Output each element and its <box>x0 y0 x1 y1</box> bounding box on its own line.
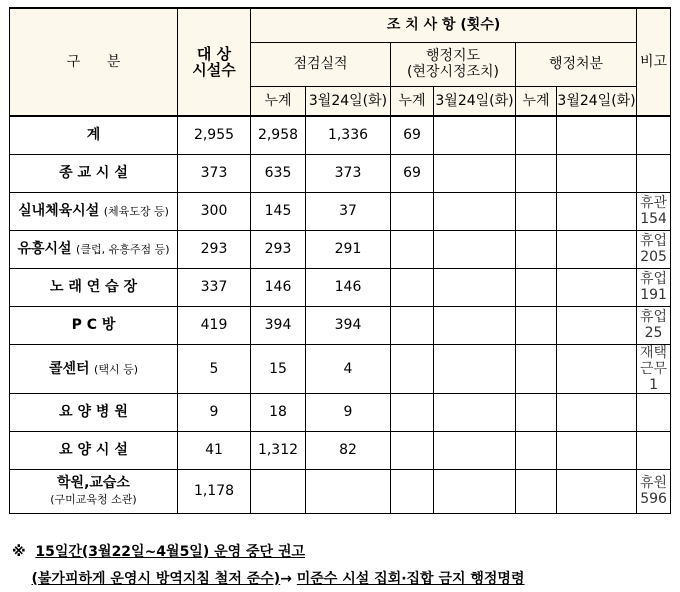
header-inspection-date: 3월24일(화) <box>306 86 391 116</box>
cell-insp-cum: 15 <box>251 344 306 393</box>
cell-guide-day <box>434 154 516 192</box>
cell-guide-cum <box>391 393 434 431</box>
cell-facilities: 419 <box>178 306 251 344</box>
row-category: 계 <box>10 116 178 154</box>
footer-line-1: ※ 15일간(3월22일~4월5일) 운영 중단 권고 <box>12 544 306 560</box>
cell-disp-day <box>557 116 637 154</box>
cell-guide-cum: 69 <box>391 116 434 154</box>
cell-disp-day <box>557 431 637 469</box>
header-disposition-cumulative: 누계 <box>516 86 557 116</box>
cell-guide-cum <box>391 469 434 513</box>
cell-guide-cum <box>391 344 434 393</box>
header-category: 구 분 <box>10 8 178 116</box>
header-remarks: 비고 <box>637 8 671 116</box>
cell-insp-day: 4 <box>306 344 391 393</box>
cell-insp-cum <box>251 469 306 513</box>
table-row <box>10 192 671 230</box>
cell-disp-day <box>557 154 637 192</box>
cell-disp-day <box>557 230 637 268</box>
cell-facilities: 337 <box>178 268 251 306</box>
cell-insp-cum: 394 <box>251 306 306 344</box>
cell-remark: 재택 근무 1 <box>637 344 671 393</box>
cell-insp-cum: 293 <box>251 230 306 268</box>
cell-insp-cum: 2,958 <box>251 116 306 154</box>
header-inspection: 점검실적 <box>251 42 391 86</box>
cell-disp-cum <box>516 306 557 344</box>
cell-disp-day <box>557 393 637 431</box>
cell-remark <box>637 154 671 192</box>
cell-guide-day <box>434 230 516 268</box>
cell-disp-cum <box>516 431 557 469</box>
cell-remark: 휴원 596 <box>637 469 671 513</box>
table-row <box>10 116 671 154</box>
cell-facilities: 41 <box>178 431 251 469</box>
header-guidance-date: 3월24일(화) <box>434 86 516 116</box>
cell-disp-cum <box>516 116 557 154</box>
cell-disp-cum <box>516 154 557 192</box>
cell-disp-cum <box>516 230 557 268</box>
table-row <box>10 230 671 268</box>
header-actions: 조 치 사 항 (횟수) <box>251 8 637 42</box>
cell-remark <box>637 116 671 154</box>
table-row <box>10 306 671 344</box>
table-row <box>10 344 671 393</box>
cell-insp-day <box>306 469 391 513</box>
cell-insp-day: 291 <box>306 230 391 268</box>
cell-guide-day <box>434 469 516 513</box>
cell-insp-day: 9 <box>306 393 391 431</box>
cell-disp-cum <box>516 192 557 230</box>
cell-guide-cum <box>391 306 434 344</box>
cell-guide-day <box>434 192 516 230</box>
cell-remark: 휴업 25 <box>637 306 671 344</box>
row-category: 실내체육시설 (체육도장 등) <box>10 192 178 230</box>
table-row <box>10 268 671 306</box>
header-guidance-cumulative: 누계 <box>391 86 434 116</box>
cell-disp-cum <box>516 344 557 393</box>
cell-facilities: 1,178 <box>178 469 251 513</box>
inspection-status-table <box>9 7 671 514</box>
cell-insp-cum: 635 <box>251 154 306 192</box>
row-category: 콜센터 (택시 등) <box>10 344 178 393</box>
cell-facilities: 5 <box>178 344 251 393</box>
cell-insp-day: 37 <box>306 192 391 230</box>
cell-guide-cum <box>391 268 434 306</box>
header-inspection-cumulative: 누계 <box>251 86 306 116</box>
cell-disp-cum <box>516 469 557 513</box>
cell-guide-cum <box>391 192 434 230</box>
cell-disp-day <box>557 192 637 230</box>
cell-guide-cum <box>391 230 434 268</box>
cell-guide-day <box>434 344 516 393</box>
table-row <box>10 469 671 513</box>
cell-insp-cum: 1,312 <box>251 431 306 469</box>
row-category: 학원,교습소 (구미교육청 소관) <box>10 469 178 513</box>
cell-disp-cum <box>516 393 557 431</box>
cell-facilities: 373 <box>178 154 251 192</box>
header-guidance: 행정지도 (현장시정조치) <box>391 42 516 86</box>
cell-insp-day: 394 <box>306 306 391 344</box>
cell-guide-day <box>434 393 516 431</box>
header-facilities: 대 상 시설수 <box>178 8 251 116</box>
cell-insp-cum: 145 <box>251 192 306 230</box>
cell-insp-day: 1,336 <box>306 116 391 154</box>
table-row <box>10 393 671 431</box>
table-row <box>10 154 671 192</box>
row-category: 요 양 시 설 <box>10 431 178 469</box>
cell-guide-day <box>434 116 516 154</box>
cell-remark <box>637 393 671 431</box>
row-category: 종 교 시 설 <box>10 154 178 192</box>
cell-insp-day: 373 <box>306 154 391 192</box>
cell-disp-cum <box>516 268 557 306</box>
row-category: 요 양 병 원 <box>10 393 178 431</box>
cell-guide-day <box>434 268 516 306</box>
cell-remark: 휴업 191 <box>637 268 671 306</box>
cell-facilities: 9 <box>178 393 251 431</box>
cell-remark: 휴업 205 <box>637 230 671 268</box>
cell-insp-day: 146 <box>306 268 391 306</box>
cell-facilities: 300 <box>178 192 251 230</box>
cell-insp-day: 82 <box>306 431 391 469</box>
cell-guide-day <box>434 431 516 469</box>
header-disposition-date: 3월24일(화) <box>557 86 637 116</box>
row-category: 노 래 연 습 장 <box>10 268 178 306</box>
cell-guide-cum: 69 <box>391 154 434 192</box>
row-category: 유흥시설 (클럽, 유흥주점 등) <box>10 230 178 268</box>
footer-line-2: (불가피하게 운영시 방역지침 철저 준수)→ 미준수 시설 집회·집합 금지 행정명령 <box>31 571 525 587</box>
cell-insp-cum: 146 <box>251 268 306 306</box>
cell-disp-day <box>557 268 637 306</box>
cell-guide-day <box>434 306 516 344</box>
cell-disp-day <box>557 469 637 513</box>
cell-facilities: 2,955 <box>178 116 251 154</box>
cell-facilities: 293 <box>178 230 251 268</box>
header-disposition: 행정처분 <box>516 42 637 86</box>
row-category: P C 방 <box>10 306 178 344</box>
cell-disp-day <box>557 344 637 393</box>
cell-remark: 휴관 154 <box>637 192 671 230</box>
cell-remark <box>637 431 671 469</box>
table-row <box>10 431 671 469</box>
cell-insp-cum: 18 <box>251 393 306 431</box>
cell-guide-cum <box>391 431 434 469</box>
cell-disp-day <box>557 306 637 344</box>
